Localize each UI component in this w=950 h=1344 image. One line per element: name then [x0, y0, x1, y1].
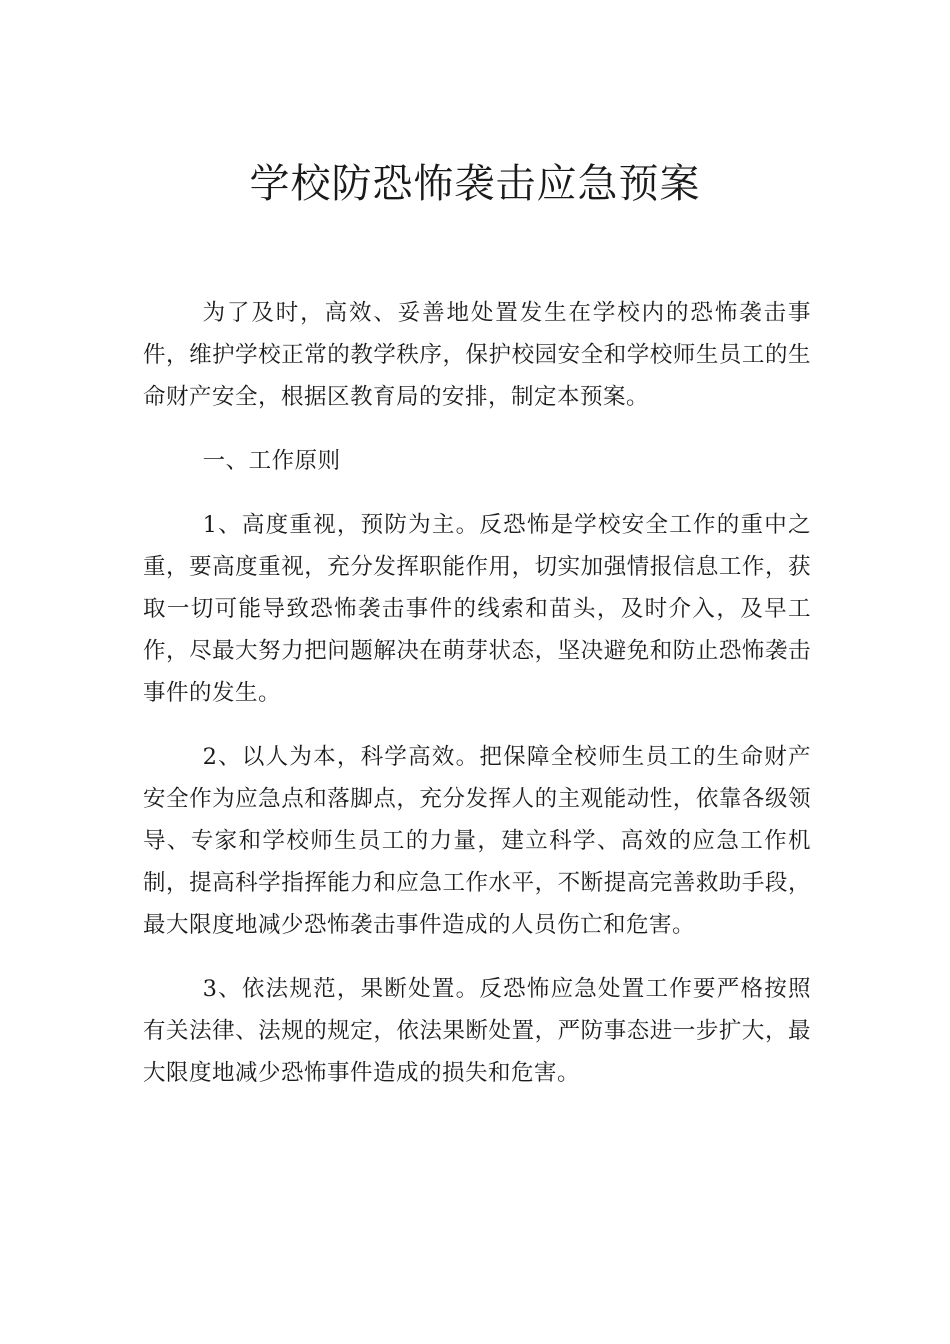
principle-paragraph-1: 1、高度重视，预防为主。反恐怖是学校安全工作的重中之重，要高度重视，充分发挥职能作用，切实加强情报信息工作，获取一切可能导致恐怖袭击事件的线索和苗头，及时介入，及早工作，尽最大努力把问题解决在萌芽状态，坚决避免和防止恐怖袭击事件的发生。	[143, 512, 811, 706]
intro-paragraph: 为了及时，高效、妥善地处置发生在学校内的恐怖袭击事件，维护学校正常的教学秩序，保护校园安全和学校师生员工的生命财产安全，根据区教育局的安排，制定本预案。	[143, 300, 811, 410]
section-heading-work-principles: 一、工作原则	[202, 448, 341, 474]
document-body	[143, 292, 811, 1116]
document-title: 学校防恐怖袭击应急预案	[249, 161, 701, 207]
principle-paragraph-2: 2、以人为本，科学高效。把保障全校师生员工的生命财产安全作为应急点和落脚点，充分发挥人的主观能动性，依靠各级领导、专家和学校师生员工的力量，建立科学、高效的应急工作机制，提高科学指挥能力和应急工作水平，不断提高完善救助手段，最大限度地减少恐怖袭击事件造成的人员伤亡和危害。	[143, 744, 811, 938]
principle-paragraph-3: 3、依法规范，果断处置。反恐怖应急处置工作要严格按照有关法律、法规的规定，依法果断处置，严防事态进一步扩大，最大限度地减少恐怖事件造成的损失和危害。	[143, 976, 811, 1086]
